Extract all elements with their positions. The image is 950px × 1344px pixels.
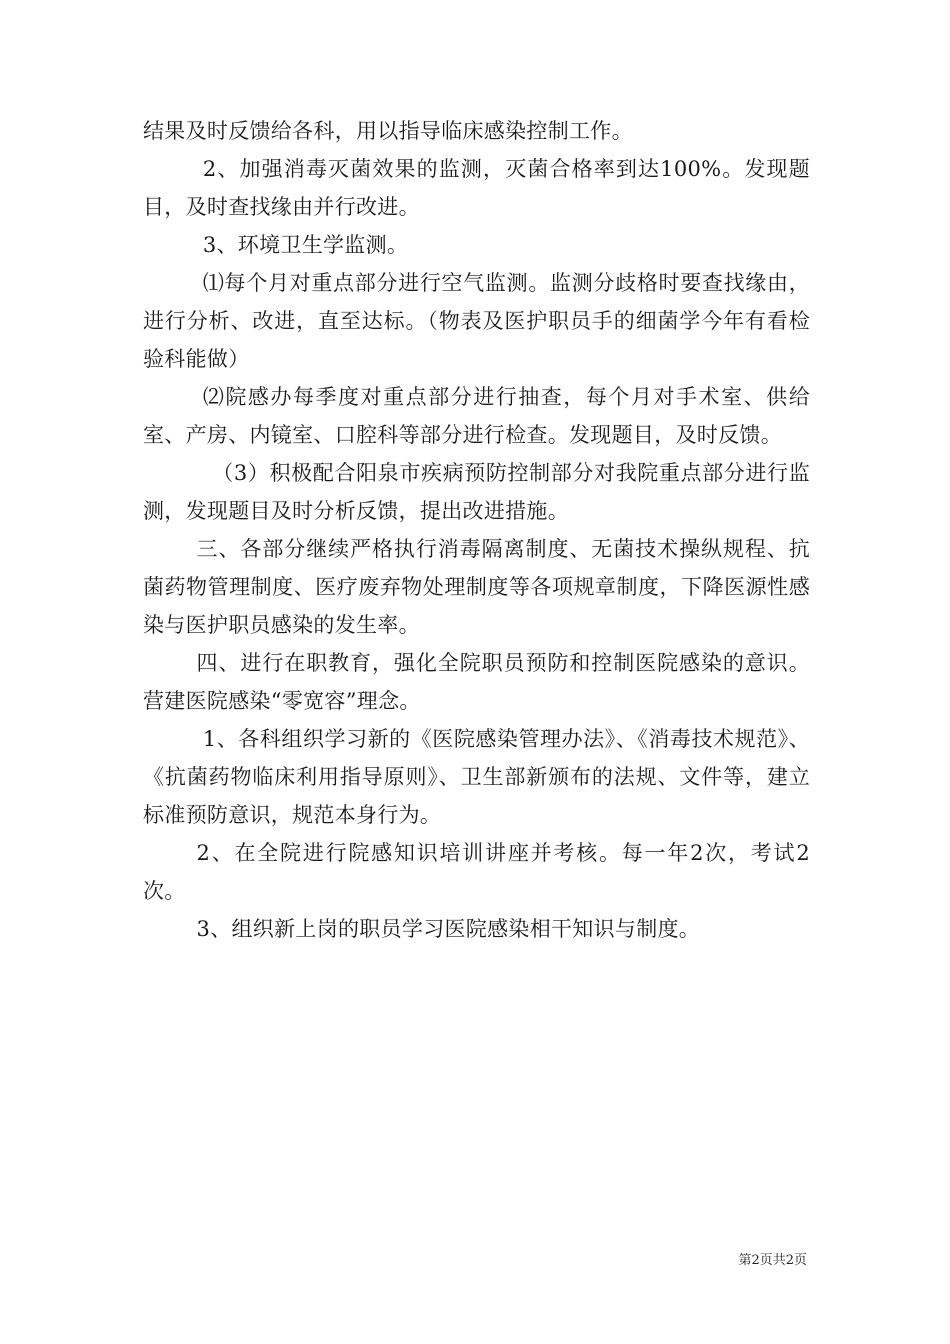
- page-number: 第2页共2页: [738, 1253, 807, 1268]
- paragraph-6: （3）积极配合阳泉市疾病预防控制部分对我院重点部分进行监测，发现题目及时分析反馈，提出改进措施。: [143, 461, 810, 523]
- paragraph-8: 四、进行在职教育，强化全院职员预防和控制医院感染的意识。营建医院感染“零宽容”理念。: [143, 651, 810, 713]
- paragraph-5: ⑵院感办每季度对重点部分进行抽查，每个月对手术室、供给室、产房、内镜室、口腔科等部分进行检查。发现题目，及时反馈。: [143, 385, 810, 447]
- paragraph-2: 2、加强消毒灭菌效果的监测，灭菌合格率到达100%。发现题目，及时查找缘由并行改进。: [143, 157, 810, 219]
- paragraph-10: 2、在全院进行院感知识培训讲座并考核。每一年2次，考试2次。: [143, 841, 810, 903]
- paragraph-1: 结果及时反馈给各科，用以指导临床感染控制工作。: [143, 119, 633, 143]
- document-body: [143, 112, 810, 948]
- paragraph-7: 三、各部分继续严格执行消毒隔离制度、无菌技术操纵规程、抗菌药物管理制度、医疗废弃物处理制度等各项规章制度，下降医源性感染与医护职员感染的发生率。: [143, 537, 810, 637]
- paragraph-9: 1、各科组织学习新的《医院感染管理办法》、《消毒技术规范》、《抗菌药物临床利用指导原则》、卫生部新颁布的法规、文件等，建立标准预防意识，规范本身行为。: [143, 727, 810, 827]
- paragraph-11: 3、组织新上岗的职员学习医院感染相干知识与制度。: [196, 917, 701, 941]
- paragraph-3: 3、环境卫生学监测。: [202, 233, 409, 257]
- paragraph-4: ⑴每个月对重点部分进行空气监测。监测分歧格时要查找缘由，进行分析、改进，直至达标。（物表及医护职员手的细菌学今年有看检验科能做）: [143, 271, 810, 371]
